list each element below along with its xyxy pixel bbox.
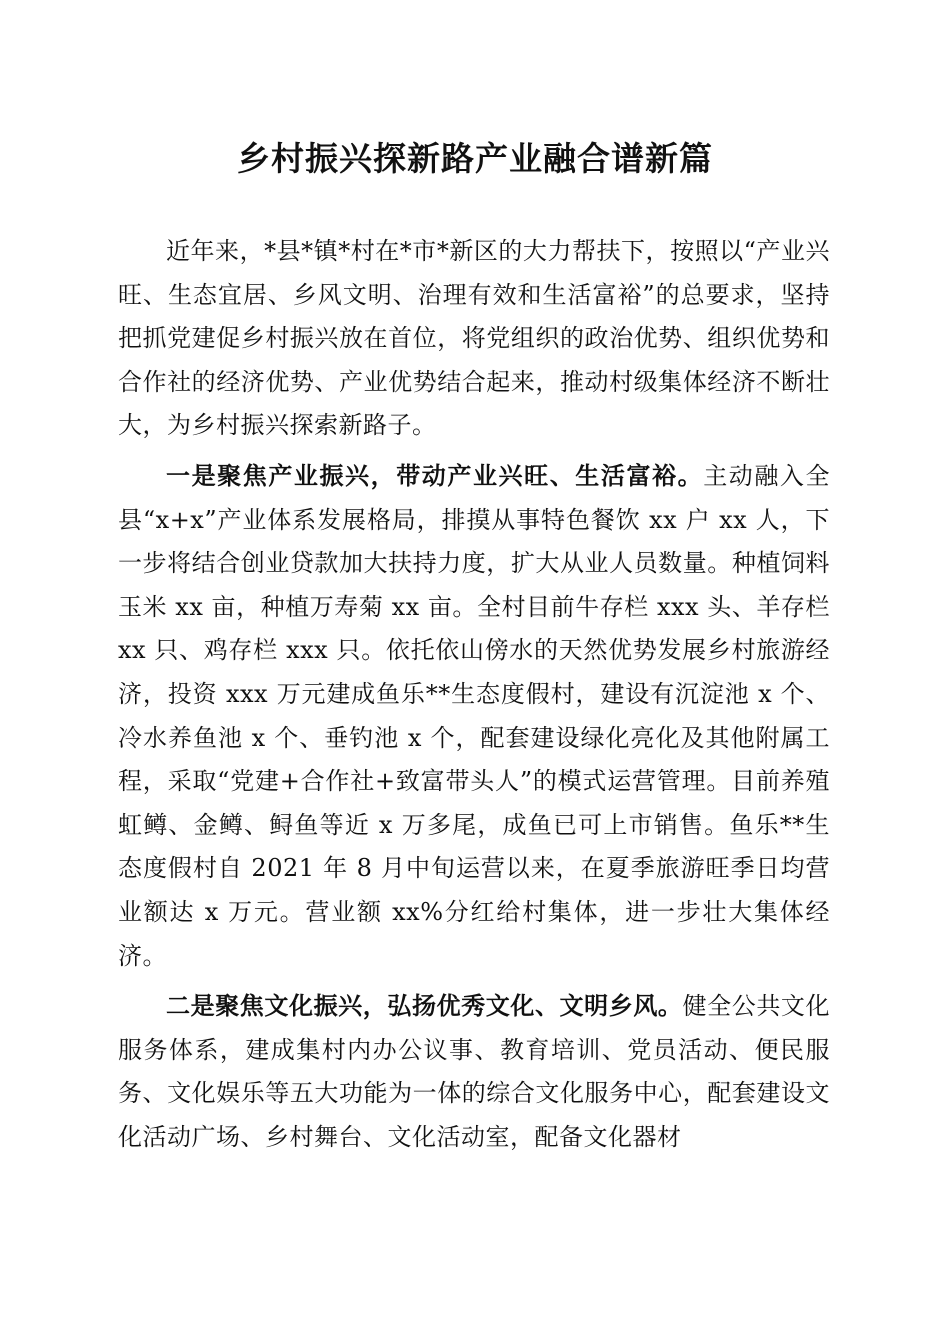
paragraph-text: 近年来，*县*镇*村在*市*新区的大力帮扶下，按照以“产业兴旺、生态宜居、乡风文明、治理有效和生活富裕”的总要求，坚持把抓党建促乡村振兴放在首位，将党组织的政治优势、组织优势和合作社的经济优势、产业优势结合起来，推动村级集体经济不断壮大，为乡村振兴探索新路子。 xyxy=(118,237,830,440)
paragraph-lead: 二是聚焦文化振兴，弘扬优秀文化、文明乡风。 xyxy=(166,991,683,1021)
paragraph-text: 健全公共文化服务体系，建成集村内办公议事、教育培训、党员活动、便民服务、文化娱乐等五大功能为一体的综合文化服务中心，配套建设文化活动广场、乡村舞台、文化活动室，配备文化器材 xyxy=(118,992,831,1151)
culture-paragraph xyxy=(118,984,830,1159)
paragraph-text: 主动融入全县“x+x”产业体系发展格局，排摸从事特色餐饮 xx 户 xx 人，下一步将结合创业贷款加大扶持力度，扩大从业人员数量。种植饲料玉米 xx 亩，种植万寿菊 xx 亩。全村目前牛存栏 xxx 头、羊存栏 xx 只、鸡存栏 xxx 只。依托依山傍水的天然优势发展乡村旅游经济，投资 xxx 万元建成鱼乐**生态度假村，建设有沉淀池 x 个、冷水养鱼池 x 个、垂钓池 x 个，配套建设绿化亮化及其他附属工程，采取“党建+合作社+致富带头人”的模式运营管理。目前养殖虹鳟、金鳟、鲟鱼等近 x 万多尾，成鱼已可上市销售。鱼乐**生态度假村自 2021 年 8 月中旬运营以来，在夏季旅游旺季日均营业额达 x 万元。营业额 xx%分红给村集体，进一步壮大集体经济。 xyxy=(118,461,831,970)
document-body xyxy=(118,230,830,1165)
paragraph-lead: 一是聚焦产业振兴，带动产业兴旺、生活富裕。 xyxy=(166,460,704,490)
intro-paragraph xyxy=(118,230,830,448)
page-title: 乡村振兴探新路产业融合谱新篇 xyxy=(237,139,713,178)
industry-paragraph xyxy=(118,454,830,978)
